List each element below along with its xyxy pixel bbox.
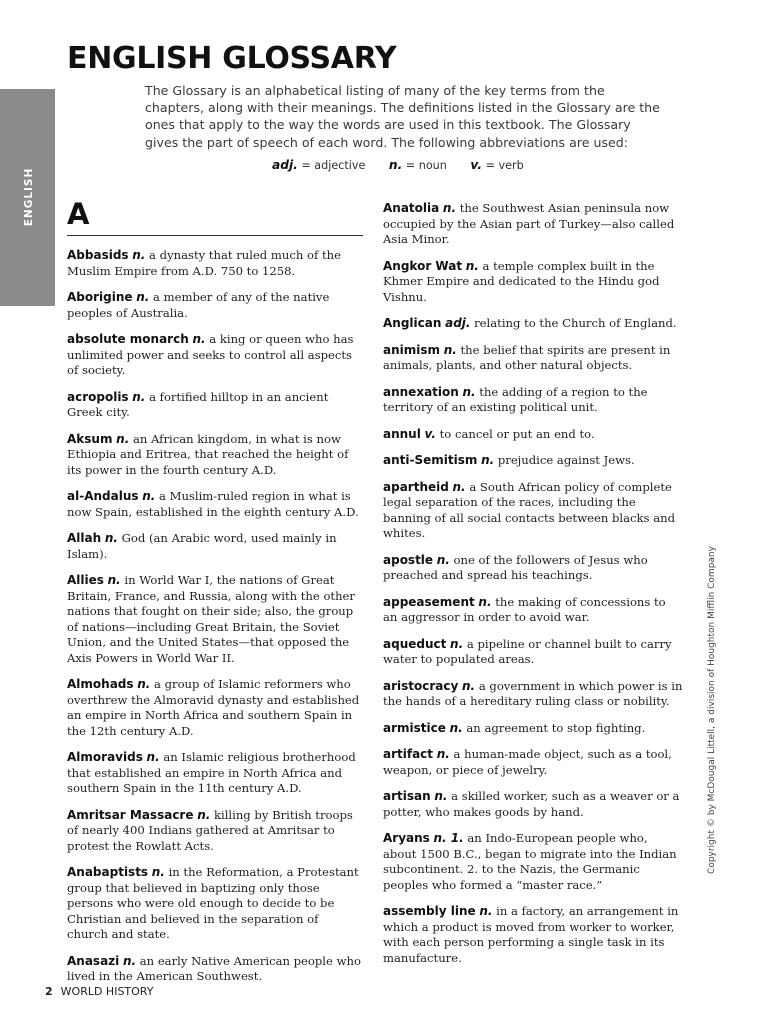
glossary-entry	[383, 453, 683, 469]
glossary-term: aristocracy	[383, 678, 459, 693]
part-of-speech: n.	[136, 290, 150, 304]
part-of-speech: n.	[116, 431, 130, 446]
glossary-term: annexation	[383, 384, 459, 399]
glossary-definition: a Muslim-ruled region in what is now Spain, established in the eighth century A.D.	[67, 489, 359, 519]
glossary-definition: a South African policy of complete legal separation of the races, including the banning of all social contacts between blacks and whites.	[383, 479, 675, 540]
part-of-speech: n.	[122, 953, 137, 968]
part-of-speech: n.	[479, 904, 493, 918]
glossary-definition: a government in which power is in the hands of a hereditary ruling class or nobility.	[383, 678, 683, 708]
part-of-speech: n.	[142, 489, 156, 503]
letter-divider	[67, 235, 363, 236]
glossary-entry	[383, 201, 683, 248]
glossary-entry	[67, 573, 363, 666]
glossary-entry	[67, 332, 363, 379]
part-of-speech: v.	[424, 426, 436, 441]
part-of-speech: n.	[107, 573, 121, 587]
page-title: ENGLISH GLOSSARY	[67, 41, 397, 76]
abbreviation-n: n. = noun	[388, 158, 447, 172]
right-column	[383, 201, 683, 977]
glossary-entry	[67, 750, 363, 797]
glossary-term: Anatolia	[383, 201, 440, 215]
part-of-speech: n.	[192, 332, 206, 346]
glossary-entry	[383, 831, 683, 893]
part-of-speech: n.	[197, 807, 211, 822]
glossary-definition: a member of any of the native peoples of Australia.	[67, 290, 330, 320]
part-of-speech: n.	[449, 720, 463, 735]
glossary-entry	[67, 390, 363, 421]
glossary-term: Allah	[67, 531, 102, 545]
glossary-entry	[67, 489, 363, 520]
glossary-entry	[383, 385, 683, 416]
part-of-speech: n.	[452, 479, 466, 494]
glossary-definition: a pipeline or channel built to carry water to populated areas.	[383, 636, 672, 666]
glossary-definition: a dynasty that ruled much of the Muslim Empire from A.D. 750 to 1258.	[67, 248, 341, 278]
part-of-speech: n.	[132, 248, 146, 262]
glossary-definition: in a factory, an arrangement in which a product is moved from worker to worker, with each person performing a single task in its manufacture.	[383, 904, 679, 965]
page-number: 2	[45, 985, 53, 998]
glossary-term: al-Andalus	[67, 489, 139, 503]
glossary-term: apartheid	[383, 479, 449, 494]
glossary-term: Angkor Wat	[383, 258, 463, 273]
glossary-entry	[67, 954, 363, 985]
glossary-term: Aksum	[67, 431, 113, 446]
glossary-term: Allies	[67, 573, 104, 587]
glossary-definition: an Indo-European people who, about 1500 B.C., began to migrate into the Indian subcontinent. 2. to the Nazis, the Germanic peoples who formed a “master race.”	[383, 831, 677, 892]
glossary-entry	[383, 553, 683, 584]
glossary-entry	[383, 679, 683, 710]
glossary-definition: prejudice against Jews.	[497, 453, 635, 467]
part-of-speech: n.	[462, 678, 476, 693]
glossary-entry	[67, 531, 363, 562]
glossary-entry	[383, 904, 683, 966]
glossary-entry	[67, 677, 363, 739]
glossary-entry	[67, 808, 363, 855]
glossary-entry	[383, 427, 683, 443]
glossary-entry	[383, 595, 683, 626]
abbreviation-key	[272, 158, 544, 172]
glossary-term: apostle	[383, 552, 434, 567]
glossary-term: Almoravids	[67, 750, 143, 764]
glossary-definition: a fortified hilltop in an ancient Greek city.	[67, 389, 329, 419]
glossary-definition: an early Native American people who lived in the American Southwest.	[67, 953, 361, 983]
glossary-entry	[383, 343, 683, 374]
letter-heading: A	[67, 197, 90, 231]
part-of-speech: n. 1.	[433, 831, 464, 845]
glossary-definition: a group of Islamic reformers who overthrew the Almoravid dynasty and established an empire in North Africa and southern Spain in the 12th century A.D.	[67, 677, 360, 738]
glossary-entry	[383, 747, 683, 778]
part-of-speech: n.	[443, 342, 457, 357]
part-of-speech: n.	[146, 750, 160, 764]
glossary-definition: killing by British troops of nearly 400 Indians gathered at Amritsar to protest the Rowlatt Acts.	[67, 807, 353, 853]
glossary-term: Amritsar Massacre	[67, 807, 194, 822]
glossary-entry	[383, 721, 683, 737]
glossary-entry	[383, 259, 683, 306]
copyright-notice: Copyright © by McDougal Littell, a division of Houghton Mifflin Company	[707, 546, 717, 874]
glossary-definition: to cancel or put an end to.	[439, 426, 595, 441]
glossary-definition: in World War I, the nations of Great Britain, France, and Russia, along with the other nations that fought on their side; also, the group of nations—including Great Britain, the Soviet Union, and the United States—that opposed the Axis Powers in World War II.	[67, 573, 355, 665]
glossary-entry	[67, 248, 363, 279]
glossary-entry	[383, 789, 683, 820]
part-of-speech: n.	[436, 552, 450, 567]
book-title: WORLD HISTORY	[60, 985, 154, 998]
glossary-definition: a temple complex built in the Khmer Empire and dedicated to the Hindu god Vishnu.	[383, 258, 660, 304]
glossary-term: animism	[383, 342, 441, 357]
glossary-term: appeasement	[383, 594, 475, 609]
glossary-definition: the Southwest Asian peninsula now occupied by the Asian part of Turkey—also called Asia Minor.	[383, 201, 675, 246]
part-of-speech: n.	[132, 389, 146, 404]
glossary-term: Aryans	[383, 831, 430, 845]
glossary-definition: an African kingdom, in what is now Ethiopia and Eritrea, that reached the height of its power in the fourth century A.D.	[67, 431, 349, 477]
side-tab-label: ENGLISH	[23, 167, 35, 227]
glossary-term: Anasazi	[67, 953, 120, 968]
part-of-speech: n.	[137, 677, 151, 691]
glossary-definition: relating to the Church of England.	[474, 316, 677, 330]
glossary-term: aqueduct	[383, 636, 447, 651]
abbreviation-adj: adj. = adjective	[272, 158, 366, 172]
glossary-term: artisan	[383, 789, 431, 803]
glossary-term: Anglican	[383, 316, 442, 330]
glossary-entry	[67, 432, 363, 479]
glossary-term: artifact	[383, 747, 434, 761]
part-of-speech: adj.	[445, 316, 471, 330]
glossary-term: armistice	[383, 720, 446, 735]
glossary-definition: the making of concessions to an aggressor in order to avoid war.	[383, 594, 666, 624]
part-of-speech: n.	[151, 865, 165, 879]
glossary-term: assembly line	[383, 904, 476, 918]
glossary-definition: God (an Arabic word, used mainly in Islam).	[67, 531, 337, 561]
glossary-definition: an Islamic religious brotherhood that established an empire in North Africa and southern Spain in the 11th century A.D.	[67, 750, 356, 795]
intro-paragraph: The Glossary is an alphabetical listing of many of the key terms from the chapters, along with their meanings. The definitions listed in the Glossary are the ones that apply to the way the words are used in this textbook. The Glossary gives the part of speech of each word. The following abbreviations are used:	[145, 83, 660, 150]
glossary-definition: the belief that spirits are present in animals, plants, and other natural objects.	[383, 342, 671, 372]
glossary-entry	[383, 316, 683, 332]
part-of-speech: n.	[436, 747, 450, 761]
glossary-entry	[383, 637, 683, 668]
glossary-definition: a skilled worker, such as a weaver or a potter, who makes goods by hand.	[383, 789, 680, 819]
glossary-definition: the adding of a region to the territory of an existing political unit.	[383, 384, 648, 414]
part-of-speech: n.	[442, 201, 457, 215]
glossary-definition: a king or queen who has unlimited power and seeks to control all aspects of society.	[67, 332, 354, 377]
glossary-term: annul	[383, 426, 421, 441]
glossary-definition: a human-made object, such as a tool, weapon, or piece of jewelry.	[383, 747, 672, 777]
glossary-term: Abbasids	[67, 248, 129, 262]
glossary-term: Almohads	[67, 677, 134, 691]
part-of-speech: n.	[450, 636, 464, 651]
left-column	[67, 248, 363, 996]
glossary-term: Aborigine	[67, 290, 133, 304]
page-footer	[45, 985, 153, 998]
glossary-definition: one of the followers of Jesus who preached and spread his teachings.	[383, 552, 648, 582]
glossary-term: Anabaptists	[67, 865, 149, 879]
part-of-speech: n.	[462, 384, 476, 399]
part-of-speech: n.	[478, 594, 492, 609]
glossary-term: acropolis	[67, 389, 129, 404]
glossary-entry	[383, 480, 683, 542]
glossary-term: anti-Semitism	[383, 453, 478, 467]
part-of-speech: n.	[434, 789, 448, 803]
part-of-speech: n.	[481, 453, 495, 467]
abbreviation-v: v. = verb	[470, 158, 524, 172]
glossary-entry	[67, 290, 363, 321]
glossary-definition: an agreement to stop fighting.	[466, 720, 646, 735]
part-of-speech: n.	[465, 258, 479, 273]
glossary-term: absolute monarch	[67, 332, 189, 346]
glossary-definition: in the Reformation, a Protestant group that believed in baptizing only those persons who were old enough to decide to be Christian and believed in the separation of church and state.	[67, 865, 359, 941]
glossary-entry	[67, 865, 363, 943]
part-of-speech: n.	[104, 531, 118, 545]
